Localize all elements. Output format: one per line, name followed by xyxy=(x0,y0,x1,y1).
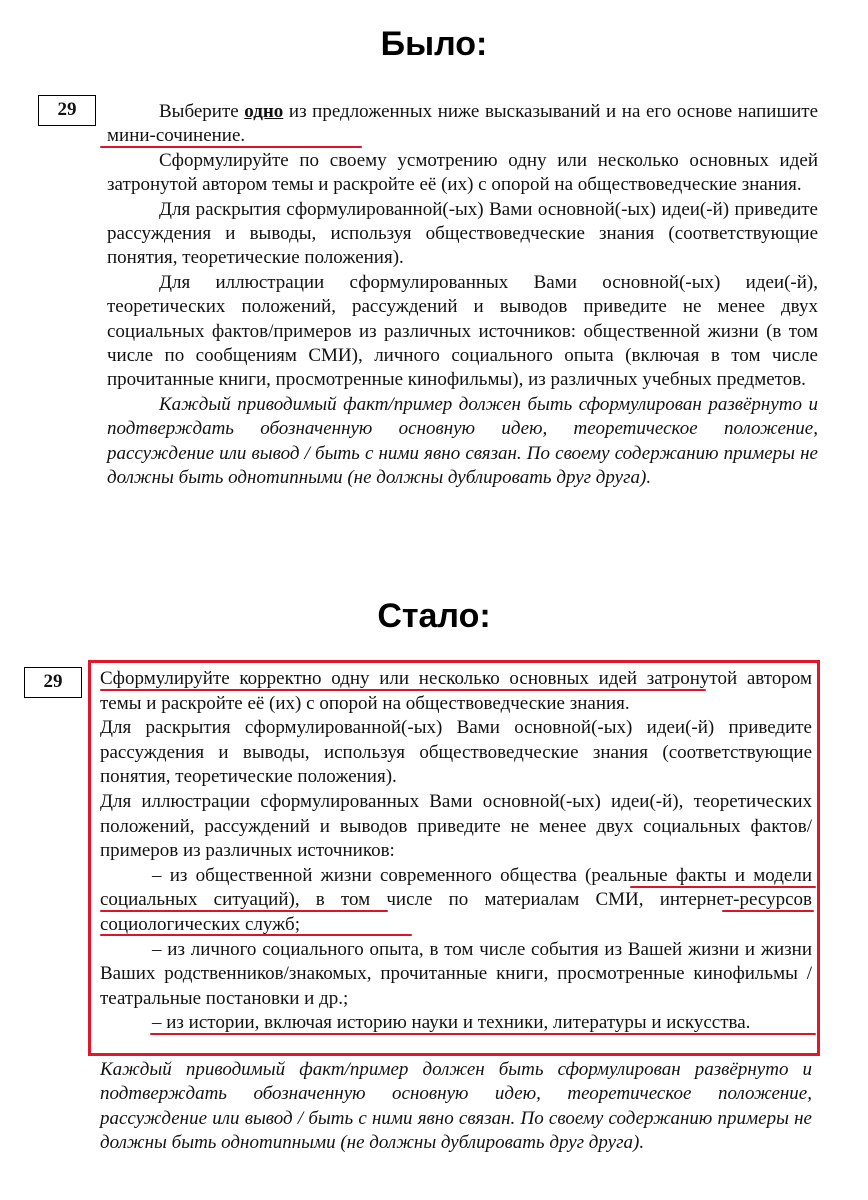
before-paragraph-4: Для иллюстрации сформулированных Вами основной(-ых) идеи(-й), теоретических положений, рассуждений и выводов приведите не менее двух социальных фактов/примеров из различных источников: общественной жизни (в том числе по сообщениям СМИ), личного социального опыта (включая в том числе прочитанные книги, просмотренные кинофильмы), из различных учебных предметов. xyxy=(107,271,818,391)
before-paragraph-3: Для раскрытия сформулированной(-ых) Вами основной(-ых) идеи(-й) приведите рассуждения и выводы, используя обществоведческие знания (соответствующие понятия, теоретические положения). xyxy=(107,198,818,269)
after-paragraph-7: Каждый приводимый факт/пример должен быть сформулирован развёрнуто и подтверждать обозначенную основную идею, теоретическое положение, рассуждение или вывод / быть с ними явно связан. По своему содержанию примеры не должны быть однотипными (не должны дублировать друг друга). xyxy=(100,1059,812,1154)
after-paragraph-2: Для раскрытия сформулированной(-ых) Вами основной(-ых) идеи(-й) приведите рассуждения и выводы, используя обществоведческие знания (соответствующие понятия, теоретические положения). xyxy=(100,717,812,788)
after-paragraph-1: Сформулируйте корректно одну или несколько основных идей затронутой автором темы и раскройте её (их) с опорой на обществоведческие знания. xyxy=(100,668,812,714)
before-task-text xyxy=(107,100,818,491)
before-task-number: 29 xyxy=(38,95,96,126)
after-task-text xyxy=(100,667,812,1036)
after-task-number: 29 xyxy=(24,667,82,698)
after-paragraph-4: – из общественной жизни современного общества (реальные факты и модели социальных ситуаций), в том числе по материалам СМИ, интернет-ресурсов социологических служб; xyxy=(100,864,812,935)
before-paragraph-2: Сформулируйте по своему усмотрению одну или несколько основных идей затронутой автором темы и раскройте её (их) с опорой на обществоведческие знания. xyxy=(107,149,818,196)
after-paragraph-5: – из личного социального опыта, в том числе события из Вашей жизни и жизни Ваших родственников/знакомых, прочитанные книги, просмотренные кинофильмы / театральные постановки и др.; xyxy=(100,938,812,1009)
before-emphasis-one: одно xyxy=(244,101,284,122)
before-paragraph-5: Каждый приводимый факт/пример должен быть сформулирован развёрнуто и подтверждать обозначенную основную идею, теоретическое положение, рассуждение или вывод / быть с ними явно связан. По своему содержанию примеры не должны быть однотипными (не должны дублировать друг друга). xyxy=(107,393,818,489)
after-paragraph-6: – из истории, включая историю науки и техники, литературы и искусства. xyxy=(152,1012,751,1034)
before-heading: Было: xyxy=(380,25,488,63)
before-paragraph-1: Выберите одно из предложенных ниже высказываний и на его основе напишите мини-сочинение. xyxy=(107,101,818,147)
after-paragraph-3: Для иллюстрации сформулированных Вами основной(-ых) идеи(-й), теоретических положений, рассуждений и выводов приведите не менее двух социальных фактов/примеров из различных источников: xyxy=(100,790,812,862)
after-heading: Стало: xyxy=(377,597,491,635)
